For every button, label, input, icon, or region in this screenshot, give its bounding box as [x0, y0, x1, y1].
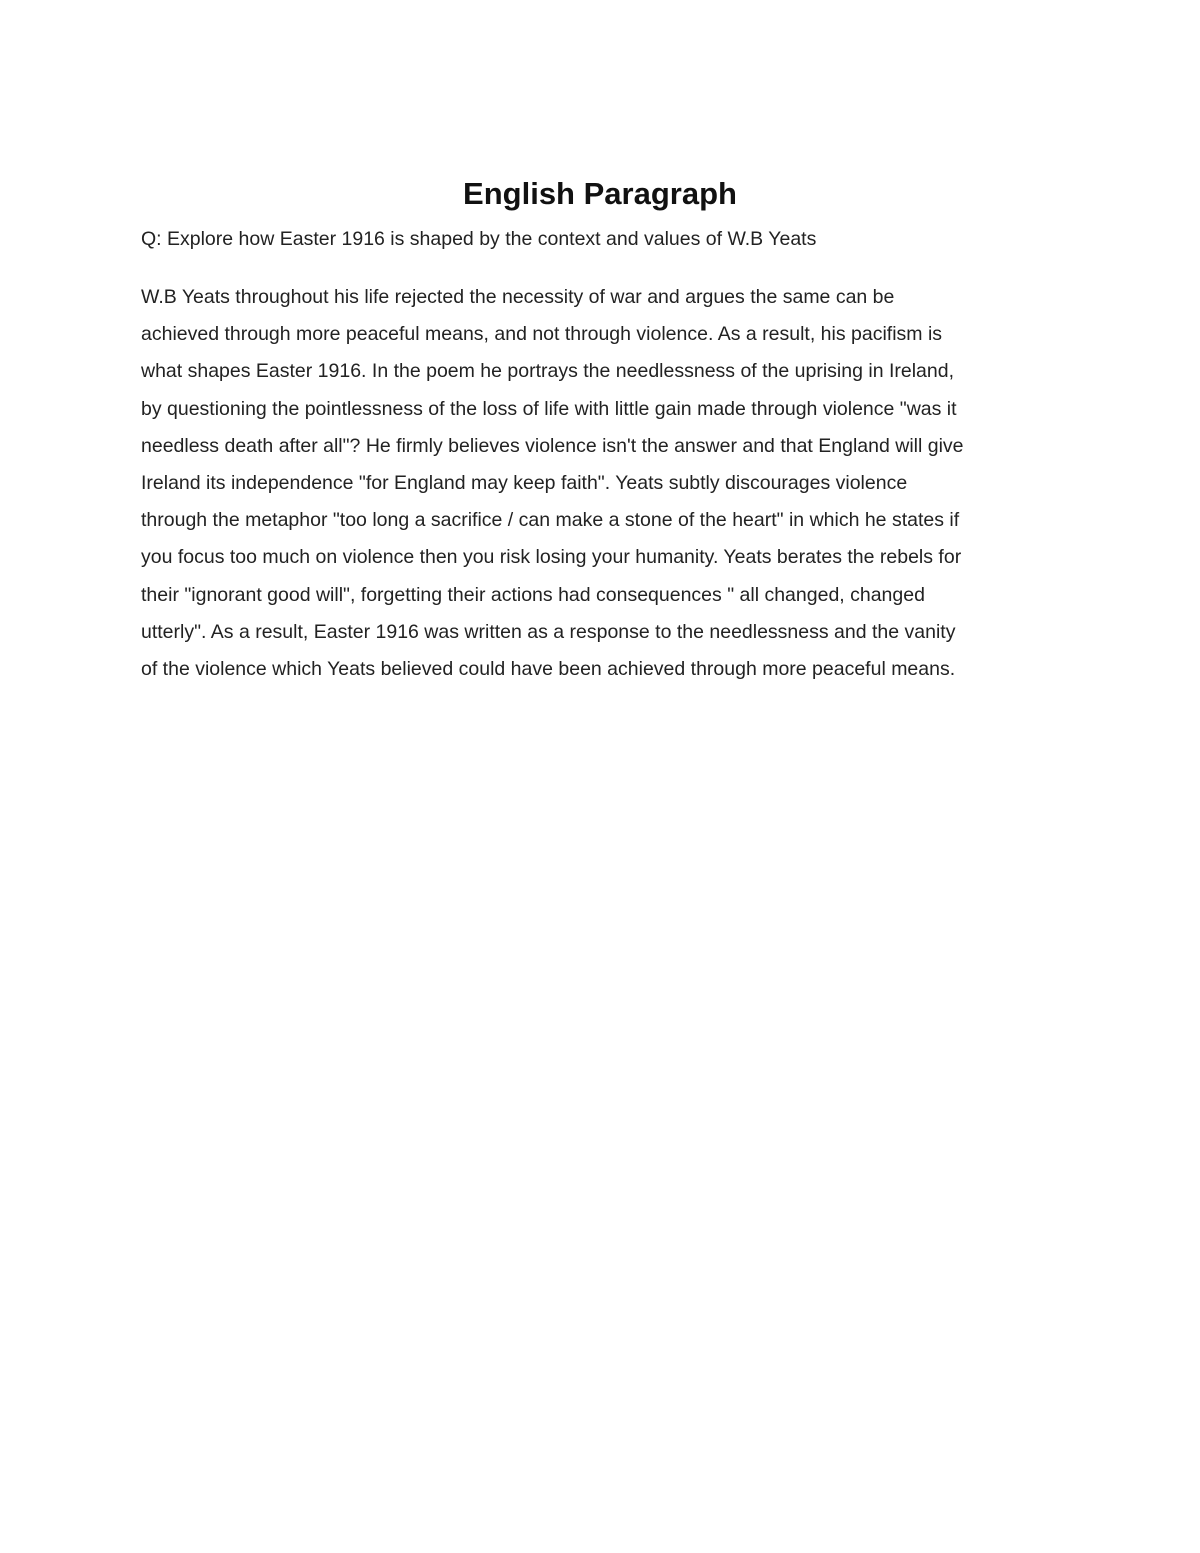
- paragraph-line: utterly". As a result, Easter 1916 was written as a response to the needlessness and the vanity: [141, 620, 956, 643]
- paragraph-line: you focus too much on violence then you risk losing your humanity. Yeats berates the rebels for: [141, 546, 962, 569]
- paragraph-line: by questioning the pointlessness of the loss of life with little gain made through violence "was it: [141, 397, 957, 420]
- body-paragraph: [141, 279, 1061, 688]
- paragraph-line: through the metaphor "too long a sacrifice / can make a stone of the heart" in which he states if: [141, 509, 960, 532]
- paragraph-line: Ireland its independence "for England may keep faith". Yeats subtly discourages violence: [141, 472, 908, 495]
- paragraph-line: of the violence which Yeats believed could have been achieved through more peaceful means.: [141, 658, 956, 681]
- paragraph-line: W.B Yeats throughout his life rejected the necessity of war and argues the same can be: [141, 286, 895, 308]
- paragraph-line: needless death after all"? He firmly believes violence isn't the answer and that England will give: [141, 434, 964, 457]
- paragraph-line: achieved through more peaceful means, and not through violence. As a result, his pacifism is: [141, 323, 943, 346]
- paragraph-line: what shapes Easter 1916. In the poem he portrays the needlessness of the uprising in Ireland,: [141, 360, 955, 383]
- question-text: Q: Explore how Easter 1916 is shaped by the context and values of W.B Yeats: [141, 228, 817, 250]
- paragraph-line: their "ignorant good will", forgetting their actions had consequences " all changed, changed: [141, 583, 925, 606]
- document-title: English Paragraph: [463, 176, 737, 211]
